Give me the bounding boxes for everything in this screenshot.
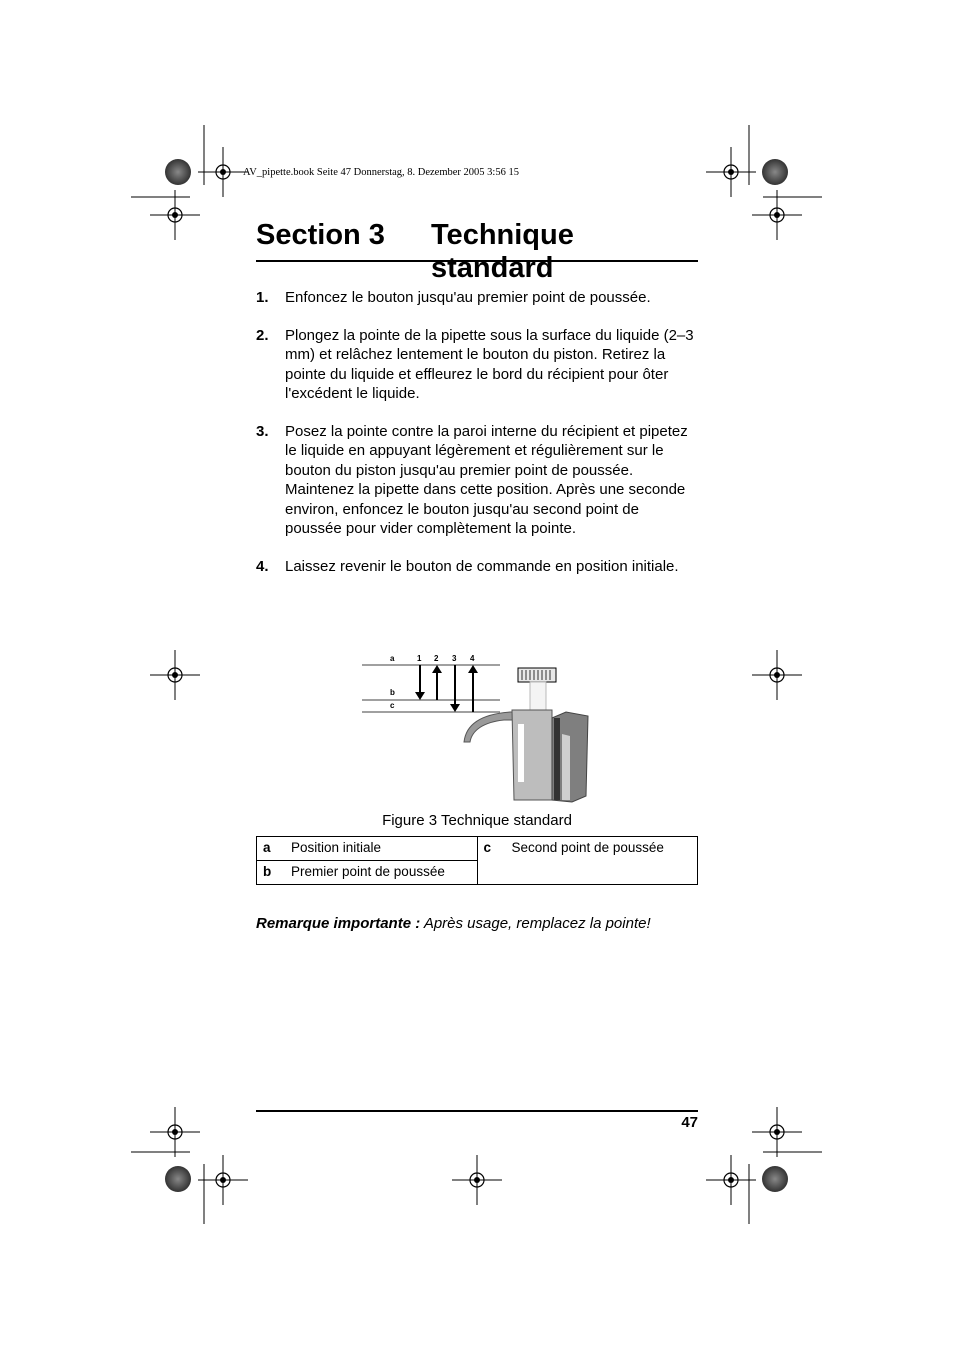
legend-key: a — [263, 840, 271, 855]
label-b: b — [390, 688, 395, 697]
section-number: Section 3 — [256, 219, 385, 251]
step-4 — [256, 557, 698, 576]
footer-rule — [256, 1110, 698, 1112]
step-number: 1. — [256, 289, 269, 306]
step-label-1: 1 — [417, 654, 422, 663]
note-label: Remarque importante : — [256, 915, 421, 932]
step-label-2: 2 — [434, 654, 439, 663]
step-text: Plongez la pointe de la pipette sous la surface du liquide (2–3 mm) et relâchez lentement le bouton du piston. Retirez la pointe du liquide et effleurez le bord du récipient pour ôter l'excédent le liquide. — [285, 326, 694, 403]
step-text: Enfoncez le bouton jusqu'au premier point de poussée. — [285, 289, 651, 306]
step-3 — [256, 422, 698, 538]
procedure-steps — [256, 288, 698, 595]
legend-text: Position initiale — [291, 840, 382, 855]
step-number: 2. — [256, 326, 269, 344]
note-text: Après usage, remplacez la pointe! — [423, 915, 651, 932]
figure-legend-table — [256, 836, 698, 885]
legend-key: c — [483, 840, 492, 855]
step-label-3: 3 — [452, 654, 457, 663]
step-text: Posez la pointe contre la paroi interne du récipient et pipetez le liquide en appuyant légèrement et régulièrement sur le bouton du piston jusqu'au premier point de poussée. Maintenez la pipette dans cette position. Après une seconde environ, enfoncez le bouton jusqu'au second point de poussée pour vider complètement la pointe. — [285, 423, 688, 538]
step-number: 4. — [256, 557, 269, 575]
table-row — [257, 837, 698, 861]
pipette-illustration — [464, 668, 588, 802]
step-1 — [256, 288, 698, 307]
section-heading — [256, 216, 698, 284]
step-label-4: 4 — [470, 654, 475, 663]
legend-key: b — [263, 864, 272, 879]
important-note — [256, 915, 651, 932]
pipetting-technique-figure — [360, 650, 600, 806]
figure-caption: Figure 3 Technique standard — [382, 812, 572, 829]
section-title: Technique standard — [431, 219, 574, 284]
legend-cell-a — [257, 837, 478, 861]
step-number: 3. — [256, 423, 269, 441]
legend-text: Premier point de poussée — [291, 864, 445, 879]
legend-cell-c — [477, 837, 698, 885]
label-a: a — [390, 654, 395, 663]
print-mark: AV_pipette.book Seite 47 Donnerstag, 8. Dezember 2005 3:56 15 — [243, 167, 519, 178]
step-2 — [256, 326, 698, 404]
label-c: c — [390, 701, 395, 710]
legend-text: Second point de poussée — [511, 840, 664, 855]
step-text: Laissez revenir le bouton de commande en position initiale. — [285, 557, 679, 575]
page-number: 47 — [681, 1114, 698, 1131]
legend-cell-b — [257, 861, 478, 885]
